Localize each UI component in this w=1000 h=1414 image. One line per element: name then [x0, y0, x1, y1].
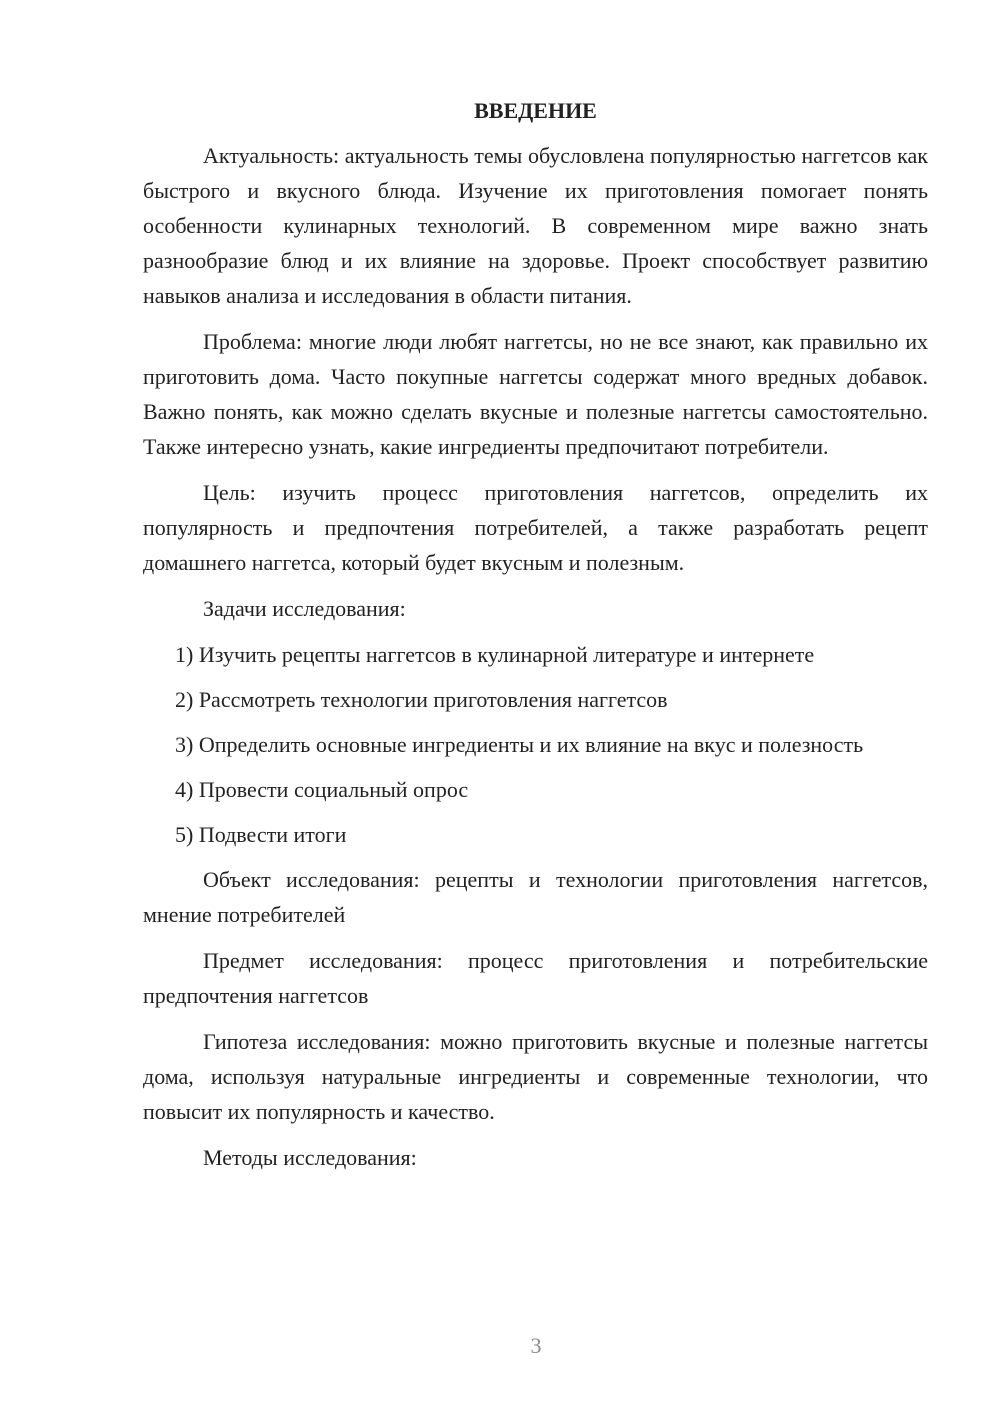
section-title: ВВЕДЕНИЕ [474, 98, 597, 123]
object-paragraph: Объект исследования: рецепты и технологии приготовления наггетсов, мнение потребителей [143, 867, 928, 927]
tasks-heading: Задачи исследования: [203, 596, 406, 621]
task-item-3: 3) Определить основные ингредиенты и их влияние на вкус и полезность [175, 732, 864, 757]
subject-paragraph: Предмет исследования: процесс приготовления и потребительские предпочтения наггетсов [143, 948, 928, 1008]
goal-paragraph: Цель: изучить процесс приготовления наггетсов, определить их популярность и предпочтения потребителей, а также разработать рецепт домашнего наггетса, который будет вкусным и полезным. [143, 480, 928, 575]
task-item-2: 2) Рассмотреть технологии приготовления наггетсов [175, 687, 668, 712]
problem-paragraph: Проблема: многие люди любят наггетсы, но не все знают, как правильно их приготовить дома. Часто покупные наггетсы содержат много вредных добавок. Важно понять, как можно сделать вкусные и полезные наггетсы самостоятельно. Также интересно узнать, какие ингредиенты предпочитают потребители. [143, 329, 928, 459]
hypothesis-paragraph: Гипотеза исследования: можно приготовить вкусные и полезные наггетсы дома, используя натуральные ингредиенты и современные технологии, что повысит их популярность и качество. [143, 1029, 928, 1124]
methods-heading: Методы исследования: [203, 1145, 417, 1170]
page-number: 3 [530, 1333, 542, 1358]
task-item-5: 5) Подвести итоги [175, 822, 347, 847]
task-item-4: 4) Провести социальный опрос [175, 777, 469, 802]
task-item-1: 1) Изучить рецепты наггетсов в кулинарной литературе и интернете [175, 642, 815, 667]
page-content [143, 93, 928, 1186]
relevance-paragraph: Актуальность: актуальность темы обусловлена популярностью наггетсов как быстрого и вкусного блюда. Изучение их приготовления помогает понять особенности кулинарных технологий. В современном мире важно знать разнообразие блюд и их влияние на здоровье. Проект способствует развитию навыков анализа и исследования в области питания. [143, 143, 928, 308]
